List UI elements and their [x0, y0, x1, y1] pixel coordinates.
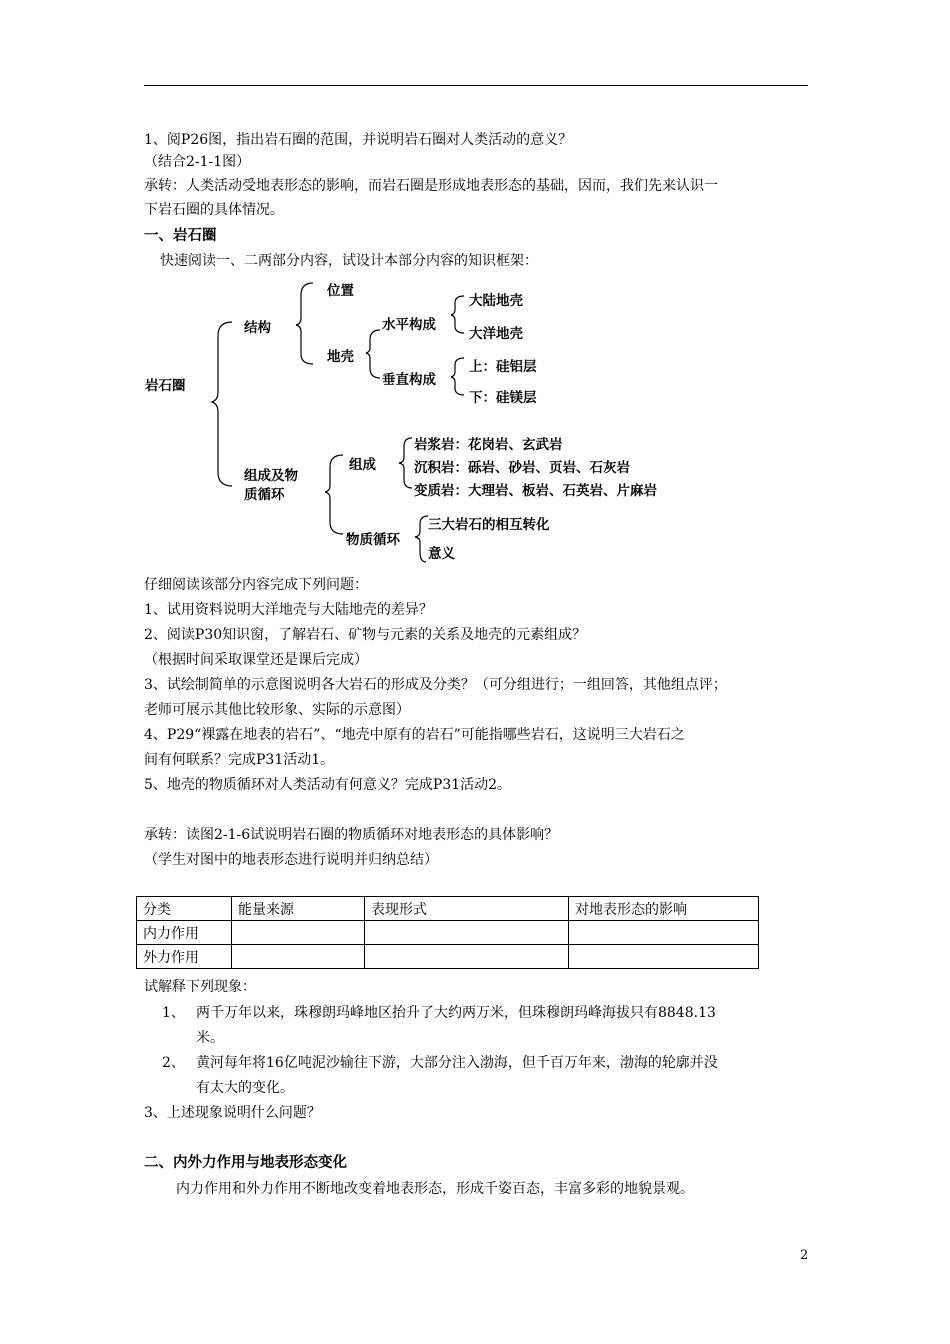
problem-2-note: （根据时间采取课堂还是课后完成）: [144, 652, 368, 668]
problem-3b: 老师可展示其他比较形象、实际的示意图）: [144, 702, 410, 718]
table-header-cell: 分类: [137, 897, 232, 921]
diagram-composition-a: 组成及物: [244, 468, 298, 484]
explain-1b: 米。: [196, 1030, 224, 1046]
table-header-cell: 表现形式: [365, 897, 569, 921]
diagram-meaning: 意义: [428, 546, 455, 562]
explain-3: 3、上述现象说明什么问题？: [144, 1105, 321, 1121]
table-cell: [569, 921, 759, 945]
careful-read-line: 仔细阅读该部分内容完成下列问题：: [144, 577, 368, 593]
problem-1: 1、试用资料说明大洋地壳与大陆地壳的差异？: [144, 602, 433, 618]
diagram-upper: 上：硅铝层: [469, 359, 537, 375]
diagram-horizontal: 水平构成: [382, 317, 436, 333]
transition-2-note: （学生对图中的地表形态进行说明并归纳总结）: [144, 852, 438, 868]
diagram-composition: 组成: [349, 457, 376, 473]
problem-4b: 间有何联系？完成P31活动1。: [144, 752, 335, 768]
diagram-crust: 地壳: [327, 349, 354, 365]
table-cell: [232, 921, 365, 945]
diagram-structure: 结构: [244, 320, 271, 336]
section-2-body: 内力作用和外力作用不断地改变着地表形态，形成千姿百态，丰富多彩的地貌景观。: [176, 1181, 694, 1197]
question-1-note: （结合2-1-1图）: [144, 154, 251, 170]
diagram-transform: 三大岩石的相互转化: [428, 517, 550, 533]
transition-2: 承转：读图2-1-6试说明岩石圈的物质循环对地表形态的具体影响？: [144, 827, 559, 843]
problem-2: 2、阅读P30知识窗，了解岩石、矿物与元素的关系及地壳的元素组成？: [144, 627, 587, 643]
explain-2b: 有太大的变化。: [196, 1080, 294, 1096]
explain-2a: 黄河每年将16亿吨泥沙输往下游，大部分注入渤海，但千百万年来，渤海的轮廓并没: [196, 1055, 718, 1071]
question-1: 1、阅P26图，指出岩石圈的范围，并说明岩石圈对人类活动的意义？: [144, 132, 573, 148]
table-cell: [365, 921, 569, 945]
diagram-lower: 下：硅镁层: [469, 390, 537, 406]
explain-title: 试解释下列现象：: [144, 979, 256, 995]
section-2-title: 二、内外力作用与地表形态变化: [144, 1155, 347, 1171]
diagram-oceanic: 大洋地壳: [469, 326, 523, 342]
explain-1a: 两千万年以来，珠穆朗玛峰地区抬升了大约两万米，但珠穆朗玛峰海拔只有8848.13: [196, 1005, 716, 1021]
table-cell: 内力作用: [137, 921, 232, 945]
diagram-metamorphic: 变质岩：大理岩、板岩、石英岩、片麻岩: [414, 483, 657, 499]
table-cell: [232, 945, 365, 969]
diagram-sedimentary: 沉积岩：砾岩、砂岩、页岩、石灰岩: [414, 460, 630, 476]
table-header-cell: 对地表形态的影响: [569, 897, 759, 921]
page-number: 2: [800, 1248, 809, 1263]
diagram-igneous: 岩浆岩：花岗岩、玄武岩: [414, 437, 563, 453]
table-row: [137, 921, 759, 945]
section-1-title: 一、岩石圈: [144, 228, 217, 244]
explain-2-number: 2、: [162, 1055, 185, 1071]
diagram-root: 岩石圈: [145, 378, 186, 394]
explain-1-number: 1、: [162, 1005, 185, 1021]
diagram-position: 位置: [327, 283, 354, 299]
problem-5: 5、地壳的物质循环对人类活动有何意义？完成P31活动2。: [144, 777, 512, 793]
problem-4a: 4、P29“裸露在地表的岩石”、“地壳中原有的岩石”可能指哪些岩石，这说明三大岩石之: [144, 727, 685, 743]
table-cell: [365, 945, 569, 969]
table-cell: [569, 945, 759, 969]
transition-1a: 承转：人类活动受地表形态的影响，而岩石圈是形成地表形态的基础，因而，我们先来认识一: [144, 178, 718, 194]
problem-3a: 3、试绘制简单的示意图说明各大岩石的形成及分类？（可分组进行；一组回答，其他组点评；: [144, 677, 727, 693]
diagram-composition-b: 质循环: [244, 487, 285, 503]
diagram-vertical: 垂直构成: [382, 372, 436, 388]
table-cell: 外力作用: [137, 945, 232, 969]
diagram-continental: 大陆地壳: [469, 293, 523, 309]
forces-table: [136, 896, 759, 969]
table-header-cell: 能量来源: [232, 897, 365, 921]
diagram-cycle: 物质循环: [346, 532, 400, 548]
fast-read-line: 快速阅读一、二两部分内容，试设计本部分内容的知识框架：: [160, 253, 538, 269]
table-row: [137, 945, 759, 969]
table-header-row: [137, 897, 759, 921]
transition-1b: 下岩石圈的具体情况。: [144, 202, 284, 218]
